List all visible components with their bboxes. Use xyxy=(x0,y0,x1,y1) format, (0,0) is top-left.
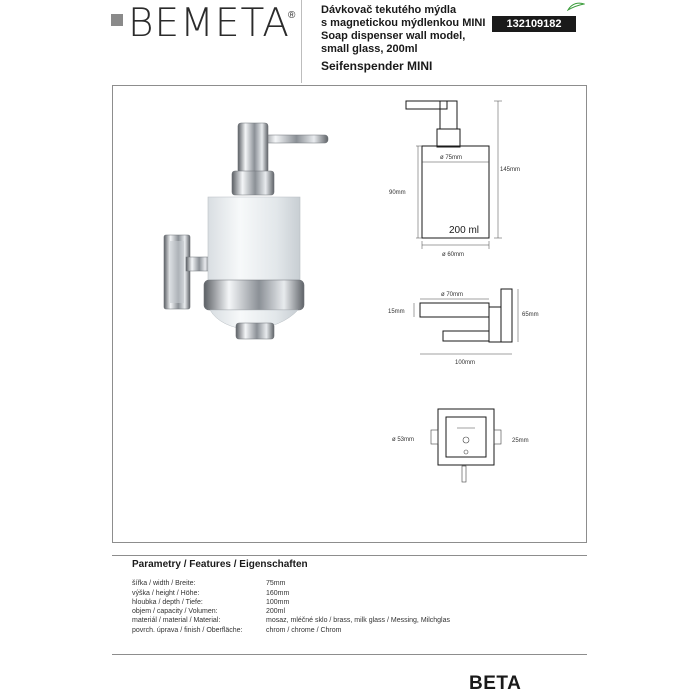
front-view-drawing xyxy=(380,95,540,270)
parameters-title: Parametry / Features / Eigenschaften xyxy=(132,559,308,570)
param-label-width: šířka / width / Breite: xyxy=(132,580,196,587)
logo: BEMETA xyxy=(128,1,290,46)
leaf-icon xyxy=(567,2,585,11)
param-value-width: 75mm xyxy=(266,580,286,587)
title-line-3: Soap dispenser wall model, xyxy=(321,30,466,42)
front-diameter-top-label: ø 75mm xyxy=(440,155,463,161)
param-value-height: 160mm xyxy=(266,590,290,597)
front-volume-label: 200 ml xyxy=(449,225,480,236)
side-view-drawing xyxy=(385,285,545,370)
side-thickness-label: 15mm xyxy=(388,309,405,315)
side-height-label: 65mm xyxy=(522,312,539,318)
param-label-height: výška / height / Höhe: xyxy=(132,590,200,597)
front-glass-height-label: 90mm xyxy=(389,190,406,196)
side-depth-label: 100mm xyxy=(455,360,476,366)
param-label-capacity: objem / capacity / Volumen: xyxy=(132,608,218,615)
param-value-material: mosaz, mléčné sklo / brass, milk glass / Messing, Milchglas xyxy=(266,617,450,624)
logo-mark xyxy=(111,14,123,26)
param-label-material: materiál / material / Material: xyxy=(132,617,221,624)
title-line-4: small glass, 200ml xyxy=(321,43,418,55)
header-divider xyxy=(301,0,302,83)
param-value-capacity: 200ml xyxy=(266,608,286,615)
param-value-depth: 100mm xyxy=(266,599,290,606)
title-line-1: Dávkovač tekutého mýdla xyxy=(321,4,457,16)
product-photo xyxy=(150,115,340,350)
series-name: BETA xyxy=(469,673,522,694)
param-value-finish: chrom / chrome / Chrom xyxy=(266,627,342,634)
back-diameter-label: ø 53mm xyxy=(392,437,415,443)
front-total-height-label: 145mm xyxy=(500,167,521,173)
title-line-2: s magnetickou mýdlenkou MINI xyxy=(321,17,486,29)
logo-registered-mark: ® xyxy=(288,10,296,21)
title-line-5: Seifenspender MINI xyxy=(321,59,433,73)
param-label-depth: hloubka / depth / Tiefe: xyxy=(132,599,203,606)
front-diameter-bottom-label: ø 60mm xyxy=(442,252,465,258)
param-label-finish: povrch. úprava / finish / Oberfläche: xyxy=(132,627,243,634)
side-diameter-label: ø 70mm xyxy=(441,292,464,298)
back-view-drawing xyxy=(385,400,545,500)
product-code-badge: 132109182 xyxy=(492,16,576,32)
back-offset-label: 25mm xyxy=(512,438,529,444)
